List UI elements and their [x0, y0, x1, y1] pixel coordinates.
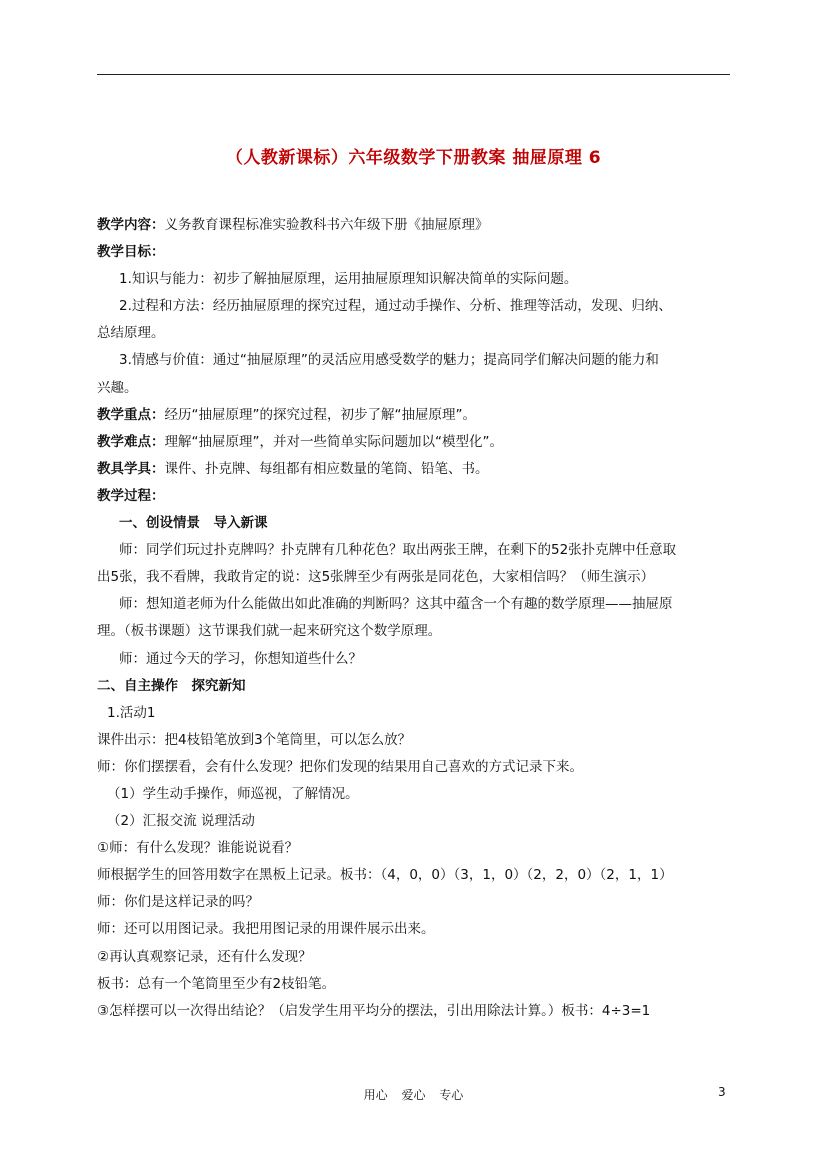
goal-2-line-2: 总结原理。 — [97, 325, 165, 342]
tools-line — [97, 456, 733, 483]
activity-line-4: （2）汇报交流 说理活动 — [107, 813, 255, 830]
paragraph-2-line-2: 理。（板书课题）这节课我们就一起来研究这个数学原理。 — [97, 623, 442, 640]
key-point-text: 经历“抽屉原理”的探究过程，初步了解“抽屉原理”。 — [164, 406, 476, 423]
paragraph-3: 师：通过今天的学习，你想知道些什么？ — [119, 650, 362, 667]
key-point-label: 教学重点： — [97, 406, 165, 423]
goal-3-line-1: 3.情感与价值：通过“抽屉原理”的灵活应用感受数学的魅力；提高同学们解决问题的能力和 — [119, 352, 659, 369]
difficulty-text: 理解“抽屉原理”，并对一些简单实际问题加以“模型化”。 — [164, 433, 503, 450]
activity-heading: 1.活动1 — [107, 704, 156, 721]
section-2-heading: 二、自主操作 探究新知 — [97, 677, 246, 694]
content-text: 义务教育课程标准实验教科书六年级下册《抽屉原理》 — [164, 217, 489, 233]
activity-line-1: 课件出示：把4枝铅笔放到3个笔筒里，可以怎么放？ — [97, 731, 412, 748]
goals-heading — [97, 239, 733, 266]
section-1-heading: 一、创设情景 导入新课 — [119, 515, 268, 532]
goals-label: 教学目标： — [97, 244, 165, 261]
process-heading — [97, 483, 733, 510]
activity-line-2: 师：你们摆摆看，会有什么发现？把你们发现的结果用自己喜欢的方式记录下来。 — [97, 758, 583, 775]
tools-text: 课件、扑克牌、每组都有相应数量的笔筒、铅笔、书。 — [164, 460, 489, 477]
activity-line-6: 师根据学生的回答用数字在黑板上记录。板书：（4，0，0）（3，1，0）（2，2，0）（2，1，1） — [97, 867, 673, 884]
activity-line-3: （1）学生动手操作，师巡视，了解情况。 — [107, 785, 359, 802]
activity-line-7: 师：你们是这样记录的吗？ — [97, 894, 259, 911]
goal-3-line-2: 兴趣。 — [97, 379, 138, 396]
page-footer: 用心 爱心 专心 — [363, 1088, 464, 1102]
content-line — [97, 212, 733, 239]
document-body — [97, 212, 733, 1025]
goal-1: 1.知识与能力：初步了解抽屉原理，运用抽屉原理知识解决简单的实际问题。 — [119, 271, 578, 288]
tools-label: 教具学具： — [97, 460, 165, 477]
activity-line-10: 板书：总有一个笔筒里至少有2枝铅笔。 — [97, 975, 336, 992]
difficulty-line — [97, 429, 733, 456]
activity-line-5: ①师：有什么发现？谁能说说看？ — [97, 840, 299, 857]
content-label: 教学内容： — [97, 217, 165, 233]
activity-line-8: 师：还可以用图记录。我把用图记录的用课件展示出来。 — [97, 921, 435, 938]
difficulty-label: 教学难点： — [97, 433, 165, 450]
activity-line-11: ③怎样摆可以一次得出结论？（启发学生用平均分的摆法，引出用除法计算。）板书：4÷3=1 — [97, 1002, 651, 1019]
activity-line-9: ②再认真观察记录，还有什么发现？ — [97, 948, 312, 965]
process-label: 教学过程： — [97, 487, 165, 504]
header-rule — [97, 74, 730, 75]
document-title: （人教新课标）六年级数学下册教案 抽屉原理 6 — [225, 148, 602, 168]
goal-2-line-1: 2.过程和方法：经历抽屉原理的探究过程，通过动手操作、分析、推理等活动，发现、归纳、 — [119, 298, 672, 315]
page-number: 3 — [718, 1085, 726, 1099]
paragraph-2-line-1: 师：想知道老师为什么能做出如此准确的判断吗？这其中蕴含一个有趣的数学原理——抽屉原 — [119, 596, 673, 613]
paragraph-1-line-1: 师：同学们玩过扑克牌吗？扑克牌有几种花色？取出两张王牌，在剩下的52张扑克牌中任意取 — [119, 542, 677, 559]
paragraph-1-line-2: 出5张，我不看牌，我敢肯定的说：这5张牌至少有两张是同花色，大家相信吗？（师生演示） — [97, 569, 655, 586]
key-point-line — [97, 402, 733, 429]
